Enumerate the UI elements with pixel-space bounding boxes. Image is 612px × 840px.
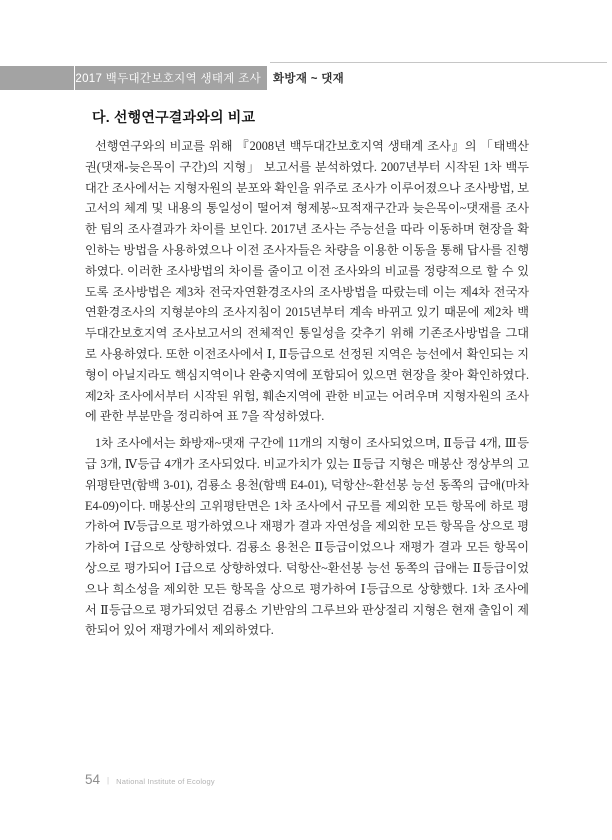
footer-separator: | bbox=[107, 776, 110, 785]
title-bar-left-segment bbox=[0, 66, 74, 90]
report-series-title: 2017 백두대간보호지역 생태계 조사 bbox=[75, 73, 261, 85]
survey-range-label: 화방재 ~ 댓재 bbox=[273, 73, 345, 85]
report-title-bar bbox=[0, 66, 267, 90]
paragraph-comparison-method: 선행연구와의 비교를 위해 『2008년 백두대간보호지역 생태계 조사』의 「태백산권(댓재-늦은목이 구간)의 지형」 보고서를 분석하였다. 2007년부터 시작된 1차 백두대간 조사에서는 지형자원의 분포와 확인을 위주로 조사가 이루어졌으나 조사방법, 보고서의 체계 및 내용의 통일성이 떨어져 형제봉~묘적재구간과 늦은목이~댓재를 조사한 팀의 조사결과가 차이를 보인다. 2017년 조사는 주능선을 따라 이동하며 현장을 확인하는 방법을 사용하였으나 이전 조사자들은 차량을 이용한 이동을 통해 답사를 진행하였다. 이러한 조사방법의 차이를 줄이고 이전 조사와의 비교를 정량적으로 할 수 있도록 조사방법은 제3차 전국자연환경조사의 조사방법을 따랐는데 이는 제4차 전국자연환경조사의 지형분야의 조사지침이 2015년부터 계속 바뀌고 있기 때문에 제2차 백두대간보호지역 조사보고서의 전체적인 통일성을 갖추기 위해 기존조사방법을 그대로 사용하였다. 또한 이전조사에서 Ⅰ, Ⅱ등급으로 선정된 지역은 능선에서 확인되는 지형이 아닐지라도 핵심지역이나 완충지역에 포함되어 있으면 현장을 찾아 확인하였다. 제2차 조사에서부터 시작된 위험, 훼손지역에 관한 비교는 어려우며 지형자원의 조사에 관한 부분만을 정리하여 표 7을 작성하였다. bbox=[85, 139, 529, 424]
institute-name: National Institute of Ecology bbox=[116, 777, 215, 786]
header-rule bbox=[270, 62, 607, 63]
page-number: 54 bbox=[85, 772, 101, 787]
page-footer bbox=[85, 772, 215, 787]
section-heading: 다. 선행연구결과와의 비교 bbox=[92, 109, 256, 125]
paragraph-survey-results: 1차 조사에서는 화방재~댓재 구간에 11개의 지형이 조사되었으며, Ⅱ등급 4개, Ⅲ등급 3개, Ⅳ등급 4개가 조사되었다. 비교가치가 있는 Ⅱ등급 지형은 매봉산 정상부의 고위평탄면(함백 3-01), 검룡소 용천(함백 E4-01), 덕항산~환선봉 능선 동쪽의 급애(마차 E4-09)이다. 매봉산의 고위평탄면은 1차 조사에서 규모를 제외한 모든 항목에 하로 평가하여 Ⅳ등급으로 평가하였으나 재평가 결과 자연성을 제외한 모든 항목을 상으로 평가하여 Ⅰ급으로 상향하였다. 검룡소 용천은 Ⅱ등급이었으나 재평가 결과 모든 항목이 상으로 평가되어 Ⅰ급으로 상향하였다. 덕항산~환선봉 능선 동쪽의 급애는 Ⅱ등급이었으나 희소성을 제외한 모든 항목을 상으로 평가하여 Ⅰ등급으로 상향했다. 1차 조사에서 Ⅱ등급으로 평가되었던 검룡소 기반암의 그루브와 판상절리 지형은 현재 출입이 제한되어 있어 재평가에서 제외하였다. bbox=[85, 436, 529, 638]
body-text bbox=[85, 136, 529, 647]
